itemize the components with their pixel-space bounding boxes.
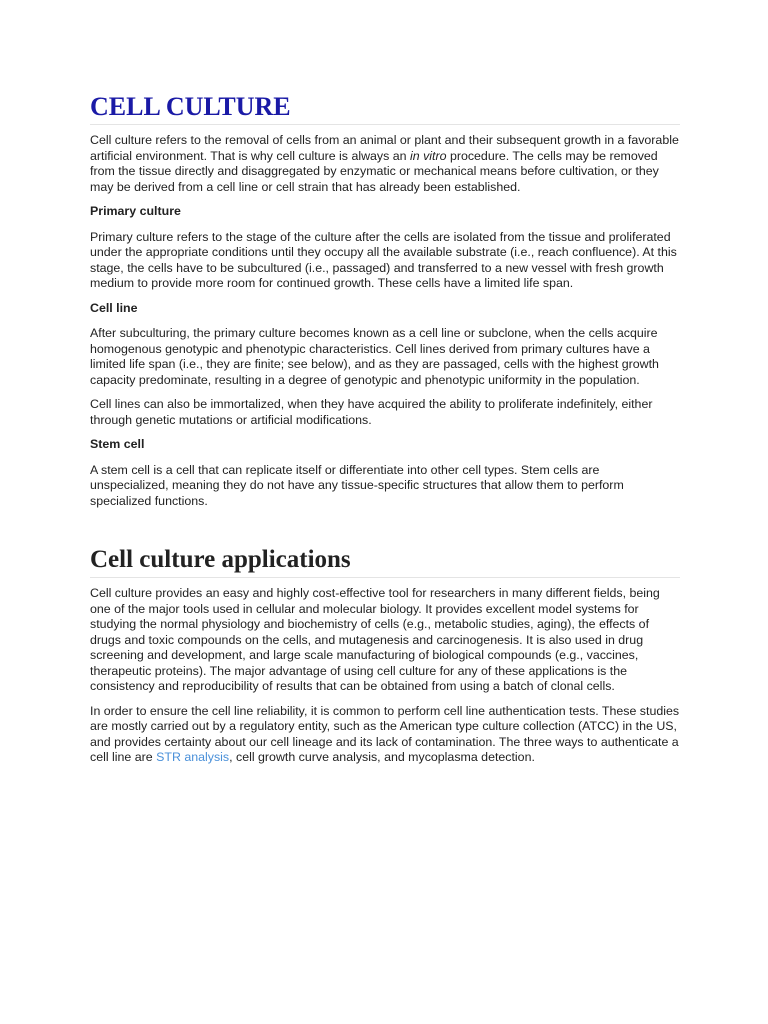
primary-culture-paragraph: Primary culture refers to the stage of the culture after the cells are isolated from the tissue and proliferated under the appropriate conditions until they occupy all the available substrate (i.e., reach confluence). At this stage, the cells have to be subcultured (i.e., passaged) and transferred to a new vessel with fresh growth medium to provide more room for continued growth. These cells have a limited life span.	[90, 229, 677, 290]
document-page	[90, 92, 680, 775]
str-analysis-link[interactable]: STR analysis	[156, 750, 230, 764]
cell-line-paragraph-2: Cell lines can also be immortalized, when they have acquired the ability to proliferate indefinitely, either through genetic mutations or artificial modifications.	[90, 397, 653, 427]
page-title: CELL CULTURE	[90, 92, 680, 125]
applications-text-before-link: In order to ensure the cell line reliability, it is common to perform cell line authentication tests. These studies are mostly carried out by a regulatory entity, such as the American type culture collection (ATCC) in the US, and provides certainty about our cell lineage and its lack of contamination. The three ways to authenticate a cell line are	[90, 703, 680, 764]
intro-text-2: procedure. The cells may be removed from the tissue directly and disaggregated by enzymatic or mechanical means before cultivation, or they may be derived from a cell line or cell strain that has already been established.	[90, 148, 659, 194]
applications-paragraph-1: Cell culture provides an easy and highly cost-effective tool for researchers in many different fields, being one of the major tools used in cellular and molecular biology. It provides excellent model systems for studying the normal physiology and biochemistry of cells (e.g., metabolic studies, aging), the effects of drugs and toxic compounds on the cells, and mutagenesis and carcinogenesis. It is also used in drug screening and development, and large scale manufacturing of biological compounds (e.g., vaccines, therapeutic proteins). The major advantage of using cell culture for any of these applications is the consistency and reproducibility of results that can be obtained from using a batch of clonal cells.	[90, 586, 660, 693]
stem-cell-heading: Stem cell	[90, 437, 145, 451]
applications-text-after-link: , cell growth curve analysis, and mycoplasma detection.	[229, 750, 535, 764]
intro-paragraph	[90, 133, 680, 195]
primary-culture-heading: Primary culture	[90, 204, 181, 218]
stem-cell-paragraph: A stem cell is a cell that can replicate itself or differentiate into other cell types. Stem cells are unspecialized, meaning they do not have any tissue-specific structures that allow them to perform specialized functions.	[90, 462, 624, 508]
applications-paragraph-2	[90, 704, 680, 766]
applications-heading: Cell culture applications	[90, 545, 680, 578]
cell-line-heading: Cell line	[90, 300, 138, 315]
cell-line-paragraph-1: After subculturing, the primary culture becomes known as a cell line or subclone, when the cells acquire homogenous genotypic and phenotypic characteristics. Cell lines derived from primary cultures have a limited life span (i.e., they are finite; see below), and as they are passaged, cells with the highest growth capacity predominate, resulting in a degree of genotypic and phenotypic uniformity in the population.	[90, 326, 659, 387]
intro-text-1: Cell culture refers to the removal of cells from an animal or plant and their subsequent growth in a favorable artificial environment. That is why cell culture is always an	[90, 133, 679, 163]
intro-italic: in vitro	[410, 148, 447, 163]
